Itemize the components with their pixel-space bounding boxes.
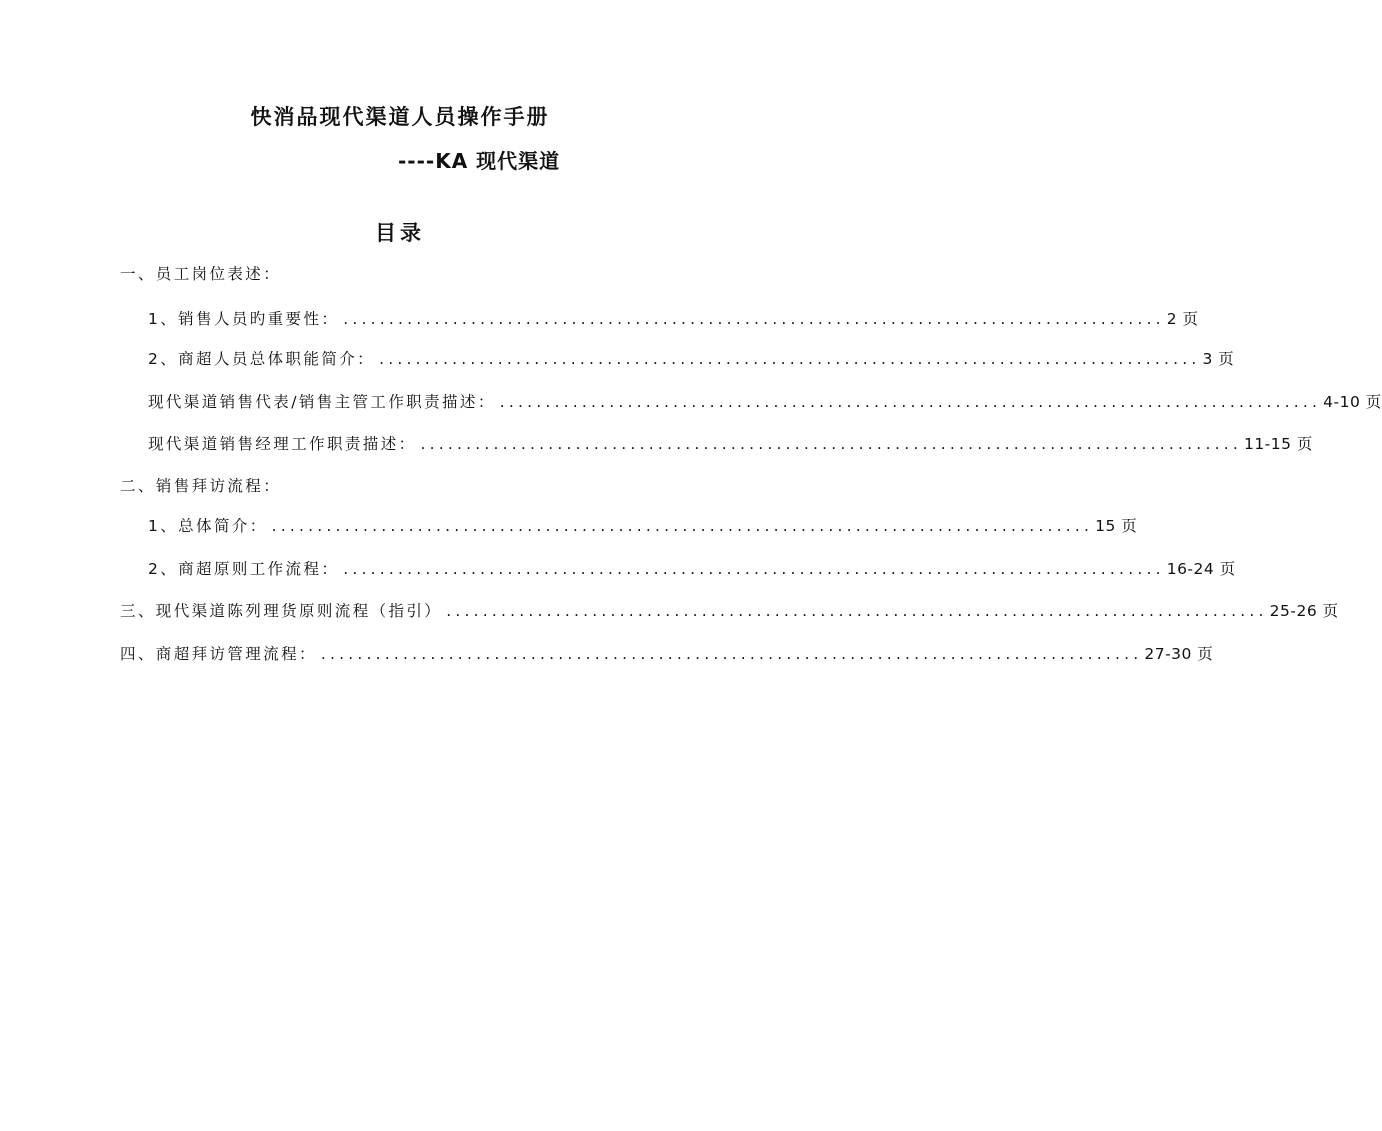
toc-item-label: 二、销售拜访流程： (120, 477, 282, 495)
toc-item-page: 3 页 (1202, 350, 1235, 368)
toc-item[interactable] (148, 558, 1236, 580)
toc-heading: 目录 (375, 221, 425, 245)
toc-item[interactable] (148, 308, 1199, 330)
toc-item-label: 三、现代渠道陈列理货原则流程（指引） (120, 602, 443, 620)
toc-item[interactable] (148, 515, 1138, 537)
toc-item-label: 2、商超人员总体职能简介： (148, 350, 376, 368)
toc-section-2[interactable] (120, 475, 281, 497)
toc-item-page: 15 页 (1095, 517, 1138, 535)
toc-item-label: 四、商超拜访管理流程： (120, 645, 317, 663)
toc-item-label: 1、总体简介： (148, 517, 268, 535)
toc-item-label: 现代渠道销售代表/销售主管工作职责描述： (148, 393, 496, 411)
toc-item-label: 2、商超原则工作流程： (148, 560, 340, 578)
toc-leader-dots: .......................................................................................... (420, 435, 1242, 453)
document-title: 快消品现代渠道人员操作手册 (250, 105, 550, 129)
toc-item-page: 2 页 (1166, 310, 1199, 328)
toc-item[interactable] (148, 391, 1382, 413)
toc-leader-dots: .......................................................................................... (446, 602, 1268, 620)
toc-leader-dots: .......................................................................................... (271, 517, 1094, 535)
toc-section-1[interactable] (120, 263, 281, 285)
toc-item-page: 25-26 页 (1269, 602, 1339, 620)
toc-item-label: 现代渠道销售经理工作职责描述： (148, 435, 417, 453)
toc-leader-dots: .......................................................................................... (343, 310, 1165, 328)
document-subtitle: ----KA 现代渠道 (398, 149, 561, 173)
toc-item[interactable] (120, 600, 1339, 622)
toc-item[interactable] (148, 348, 1235, 370)
toc-leader-dots: .......................................................................................... (320, 645, 1143, 663)
toc-leader-dots: .......................................................................................... (499, 393, 1322, 411)
toc-item-page: 11-15 页 (1243, 435, 1313, 453)
toc-leader-dots: .......................................................................................... (379, 350, 1201, 368)
toc-item-page: 27-30 页 (1144, 645, 1214, 663)
toc-item[interactable] (120, 643, 1214, 665)
toc-item-label: 一、员工岗位表述： (120, 265, 282, 283)
toc-item-page: 4-10 页 (1323, 393, 1382, 411)
toc-item-label: 1、销售人员旳重要性： (148, 310, 340, 328)
toc-item-page: 16-24 页 (1166, 560, 1236, 578)
toc-item[interactable] (148, 433, 1313, 455)
toc-leader-dots: .......................................................................................... (343, 560, 1165, 578)
